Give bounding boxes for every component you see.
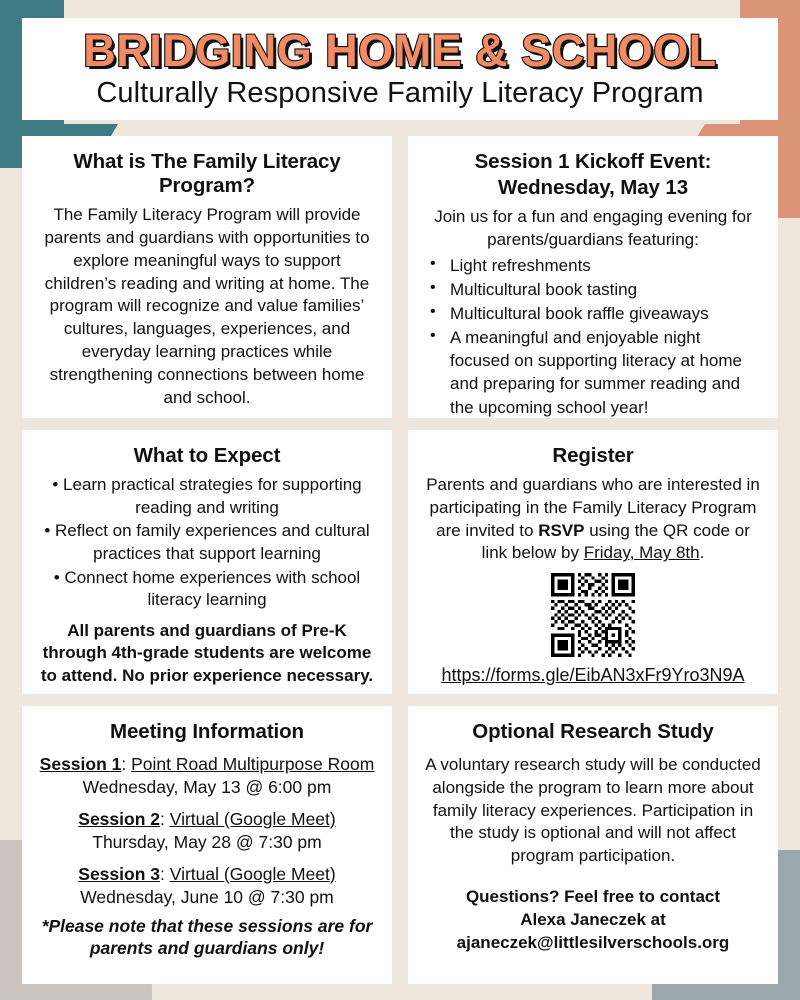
- kickoff-bullet-list: [424, 254, 762, 419]
- list-item: • Multicultural book tasting: [424, 278, 762, 301]
- card-register-body: [424, 474, 762, 565]
- card-meeting-information: [22, 706, 392, 984]
- session-3-separator: :: [159, 863, 170, 884]
- list-item: • Multicultural book raffle giveaways: [424, 302, 762, 325]
- session-3-label: Session 3: [78, 863, 160, 884]
- session-3-datetime: Wednesday, June 10 @ 7:30 pm: [80, 886, 334, 907]
- session-2-separator: :: [159, 809, 170, 830]
- card-research-title: Optional Research Study: [472, 720, 714, 743]
- card-about-program: [22, 136, 392, 418]
- qr-code-container: [424, 573, 762, 657]
- registration-link[interactable]: https://forms.gle/EibAN3xFr9Yro3N9A: [441, 665, 745, 686]
- card-kickoff-event: [408, 136, 778, 418]
- card-what-to-expect: [22, 430, 392, 694]
- session-1-separator: :: [121, 754, 132, 775]
- flyer-title: BRIDGING HOME & SCHOOL: [83, 24, 717, 76]
- session-3-line: [38, 863, 376, 886]
- card-about-body: The Family Literacy Program will provide parents and guardians with opportunities to explore meaningful ways to support children’s reading and writing at home. The program will recognize and value families’ cultures, languages, experiences, and everyday learning practices while strengthening connections between home and school.: [44, 205, 370, 407]
- register-deadline: Friday, May 8th: [583, 543, 700, 563]
- card-kickoff-title-line1: Session 1 Kickoff Event:: [474, 150, 712, 173]
- session-3-location: Virtual (Google Meet): [169, 863, 336, 884]
- session-entry-2: [38, 808, 376, 854]
- list-item: • Learn practical strategies for supporting reading and writing: [52, 475, 362, 517]
- session-entry-3: [38, 863, 376, 909]
- card-expect-note: All parents and guardians of Pre-K through 4th-grade students are welcome to attend. No prior experience necessary.: [40, 620, 374, 686]
- session-1-label: Session 1: [39, 754, 122, 775]
- session-entry-1: [38, 753, 376, 799]
- contact-line-2: Alexa Janeczek at: [520, 909, 666, 929]
- session-2-label: Session 2: [78, 809, 160, 830]
- session-2-line: [38, 808, 376, 831]
- contact-line-1: Questions? Feel free to contact: [465, 887, 721, 907]
- card-register-title: Register: [552, 444, 634, 467]
- card-research-study: [408, 706, 778, 984]
- expect-bullet-list: [38, 474, 376, 612]
- list-item: • Connect home experiences with school literacy learning: [53, 567, 361, 610]
- card-register: [408, 430, 778, 694]
- session-1-location: Point Road Multipurpose Room: [131, 754, 375, 775]
- register-body-part3: .: [699, 543, 705, 563]
- list-item: • A meaningful and enjoyable night focused on supporting literacy at home and preparing for summer reading and the upcoming school year!: [424, 326, 762, 418]
- card-expect-title: What to Expect: [133, 444, 281, 467]
- card-research-body: A voluntary research study will be conducted alongside the program to learn more about family literacy experiences. Participation in the study is optional and will not affect program participation.: [425, 755, 761, 866]
- session-2-datetime: Thursday, May 28 @ 7:30 pm: [92, 831, 322, 852]
- qr-code-icon[interactable]: [551, 573, 635, 657]
- contact-block: [424, 886, 762, 954]
- card-meeting-note: *Please note that these sessions are for parents and guardians only!: [41, 915, 373, 959]
- card-about-title: What is The Family Literacy Program?: [73, 150, 341, 198]
- list-item: • Light refreshments: [424, 254, 762, 277]
- card-kickoff-title-line2: Wednesday, May 13: [497, 176, 689, 200]
- card-kickoff-intro: Join us for a fun and engaging evening for parents/guardians featuring:: [434, 207, 752, 250]
- card-grid: [22, 136, 778, 984]
- flyer-subtitle: Culturally Responsive Family Literacy Program: [96, 77, 704, 110]
- session-2-location: Virtual (Google Meet): [169, 809, 336, 830]
- header-banner: [22, 18, 778, 120]
- register-body-part1: Parents and guardians who are interested in participating in the Family Literacy Program are invited to: [426, 475, 760, 540]
- register-body-part2: using the QR code or link below by: [481, 520, 750, 563]
- list-item: • Reflect on family experiences and cultural practices that support learning: [44, 521, 370, 564]
- register-rsvp-emphasis: RSVP: [538, 520, 585, 540]
- contact-email[interactable]: ajaneczek@littlesilverschools.org: [456, 932, 730, 952]
- card-meeting-title: Meeting Information: [110, 720, 304, 743]
- session-1-line: [38, 753, 376, 776]
- session-1-datetime: Wednesday, May 13 @ 6:00 pm: [82, 776, 332, 797]
